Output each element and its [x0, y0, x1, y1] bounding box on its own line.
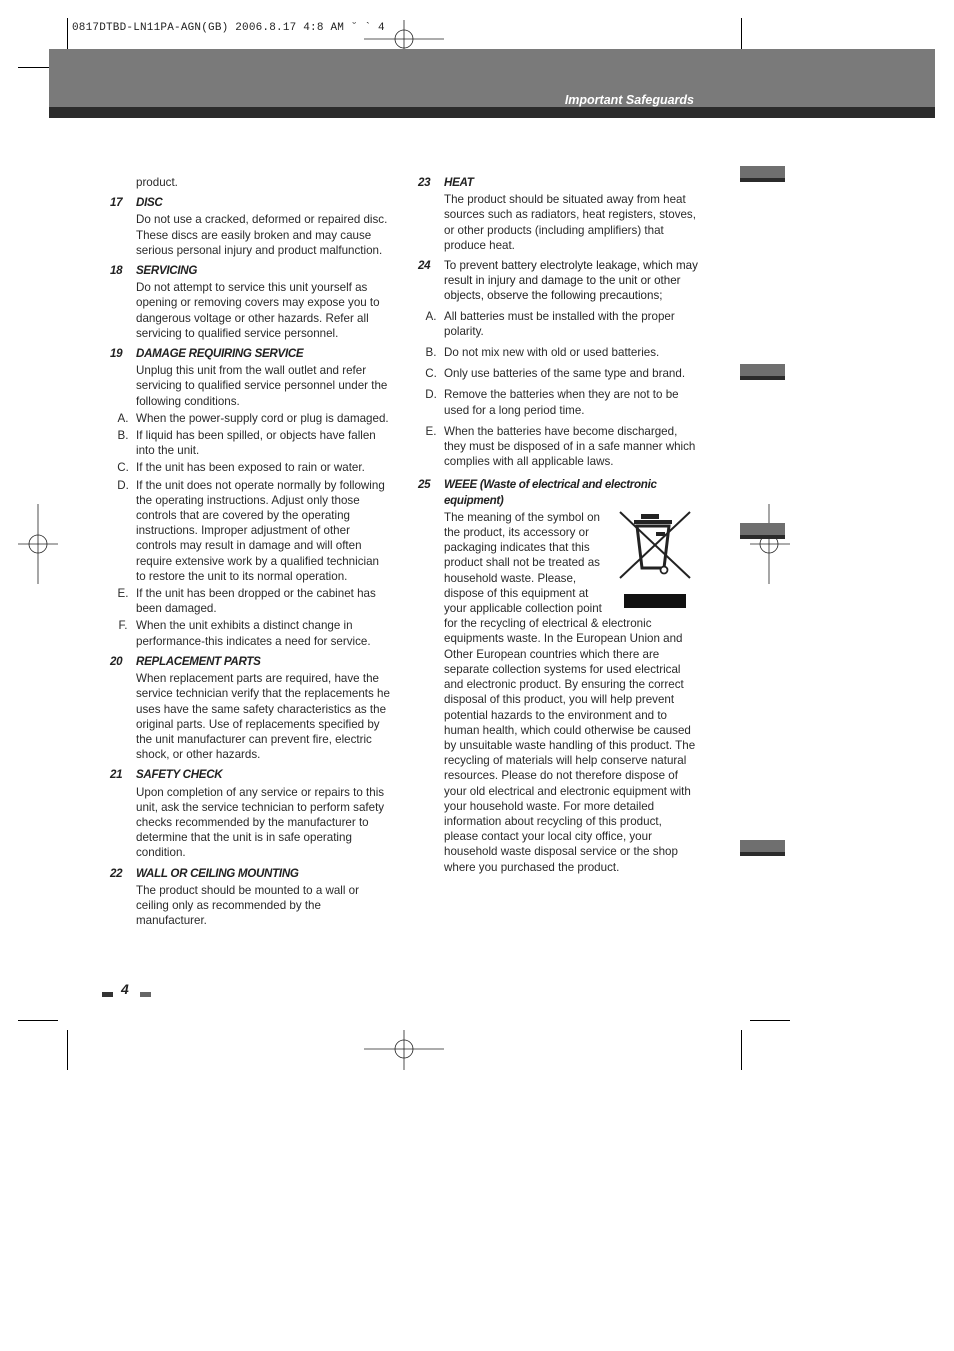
- sub-item: [418, 424, 698, 470]
- sub-item-letter: F.: [118, 619, 128, 633]
- safeguard-item-24: [418, 258, 698, 469]
- sub-item-text: All batteries must be installed with the proper polarity.: [444, 309, 675, 338]
- page-number-marker: [140, 992, 151, 997]
- sub-item: [110, 618, 390, 648]
- sub-item-letter: E.: [425, 424, 437, 438]
- sub-item-text: Remove the batteries when they are not to be used for a long period time.: [444, 388, 679, 417]
- item-title: HEAT: [444, 176, 474, 189]
- left-column: [110, 175, 390, 933]
- safeguard-item-21: [110, 767, 390, 860]
- registration-crosshair-icon: [364, 1030, 444, 1070]
- sub-item: [110, 478, 390, 584]
- sub-item-letter: D.: [425, 388, 437, 402]
- crop-mark: [741, 1030, 742, 1070]
- registration-crosshair-icon: [750, 504, 790, 584]
- item-text: Do not attempt to service this unit yourself as opening or removing covers may expose you to dangerous voltage or other hazards. Refer all servicing to qualified service personnel.: [136, 281, 380, 340]
- safeguard-item-22: [110, 866, 390, 929]
- safeguard-item-20: [110, 654, 390, 762]
- item-text: Do not use a cracked, deformed or repaired disc. These discs are easily broken and may cause serious personal injury and product malfunction.: [136, 213, 388, 257]
- crossed-out-wheelie-bin-icon: [610, 506, 696, 610]
- side-tab: [740, 364, 785, 380]
- sub-item-letter: A.: [425, 309, 437, 323]
- right-column: [418, 175, 698, 880]
- sub-item: [418, 387, 698, 417]
- sub-item-text: If the unit has been exposed to rain or water.: [136, 461, 365, 475]
- item-title: WALL OR CEILING MOUNTING: [136, 866, 299, 880]
- sub-item-letter: C.: [117, 461, 129, 475]
- side-tab: [740, 840, 785, 856]
- safeguard-item-23: [418, 175, 698, 253]
- side-tab: [740, 523, 785, 539]
- item-title: DAMAGE REQUIRING SERVICE: [136, 347, 304, 361]
- item-number: 17: [110, 196, 123, 210]
- item-number: 23: [418, 176, 431, 189]
- item-number: 20: [110, 654, 123, 668]
- crop-mark: [18, 1020, 58, 1021]
- item-title: WEEE (Waste of electrical and electronic equipment): [444, 478, 657, 507]
- item-number: 18: [110, 264, 123, 278]
- sub-item: [418, 309, 698, 339]
- safeguard-item-25: [418, 477, 698, 874]
- side-tab: [740, 166, 785, 182]
- sub-item-text: If liquid has been spilled, or objects have fallen into the unit.: [136, 429, 376, 458]
- sub-item: [110, 428, 390, 458]
- item-number: 19: [110, 347, 123, 361]
- sub-item: [110, 586, 390, 616]
- section-title: Important Safeguards: [564, 93, 694, 107]
- crop-mark: [67, 1030, 68, 1070]
- item-title: REPLACEMENT PARTS: [136, 654, 261, 668]
- item-title: SERVICING: [136, 264, 198, 278]
- item-number: 21: [110, 768, 123, 782]
- sub-item-letter: D.: [117, 478, 129, 492]
- sub-item-text: When the batteries have become discharged, they must be disposed of in a safe manner which complies with all applicable laws.: [444, 424, 696, 469]
- item-text: The product should be mounted to a wall or ceiling only as recommended by the manufacturer.: [136, 883, 359, 928]
- sub-item-letter: A.: [117, 411, 129, 425]
- crop-mark: [750, 1020, 790, 1021]
- item-text: The meaning of the symbol on the product, its accessory or packaging indicates that this product shall not be treated as household waste. Please, dispose of this equipment at your applicable collection point for the recycling of electrical & electronic equipments waste. In the European Union and Other European countries which there are separate collection systems for used electrical and electronic product. By ensuring the correct disposal of this product, you will help prevent potential hazards to the environment and to human health, which could otherwise be caused by unsuitable waste handling of this product. The recycling of materials will help conserve natural resources. Please do not therefore dispose of your old electrical and electronic equipment with your household waste. For more detailed information about recycling of this product, please contact your local city office, your household waste disposal service or the shop where you purchased the product.: [444, 510, 696, 874]
- item-text-wrap: [418, 510, 698, 875]
- item-text: Upon completion of any service or repairs to this unit, ask the service technician to perform safety checks recommended by the manufacturer to determine that the unit is in safe operating condition.: [136, 785, 385, 860]
- header-band: [49, 49, 935, 109]
- item-title: SAFETY CHECK: [136, 768, 223, 782]
- sub-item-text: Do not mix new with old or used batteries.: [444, 346, 660, 360]
- sub-item-text: If the unit does not operate normally by following the operating instructions. Adjust only those controls that are covered by the operating instructions. Improper adjustment of other controls may result in damage and will often require extensive work by a qualified technician to restore the unit to its normal operation.: [136, 478, 385, 583]
- sub-item-text: If the unit has been dropped or the cabinet has been damaged.: [136, 587, 376, 616]
- item-text: Unplug this unit from the wall outlet and refer servicing to qualified service personnel under the following conditions.: [136, 364, 388, 408]
- page-number-marker: [102, 992, 113, 997]
- safeguard-item-17: [110, 195, 390, 258]
- sub-item: [418, 345, 698, 360]
- weee-symbol: [610, 506, 696, 610]
- sub-item: [418, 366, 698, 381]
- item-number: 25: [418, 478, 431, 492]
- sub-item: [110, 411, 390, 426]
- header-bar: [49, 107, 935, 118]
- page-number: 4: [121, 981, 129, 997]
- item-text: The product should be situated away from heat sources such as radiators, heat registers, stoves, or other products (including amplifiers) that produce heat.: [444, 193, 696, 252]
- item-text: To prevent battery electrolyte leakage, which may result in injury and damage to the unit or other objects, observe the following precautions;: [444, 259, 698, 303]
- item-text: When replacement parts are required, have the service technician verify that the replacements he uses have the same safety characteristics as the original parts. Use of replacements specified by the unit manufacturer can prevent fire, electric shock, or other hazards.: [136, 672, 390, 762]
- continuation-text: product.: [136, 176, 178, 189]
- print-slug: 0817DTBD-LN11PA-AGN(GB) 2006.8.17 4:8 AM ˘ ` 4: [72, 22, 385, 34]
- safeguard-item-19: [110, 346, 390, 649]
- sub-item-letter: B.: [117, 429, 129, 443]
- safeguard-item-18: [110, 263, 390, 341]
- sub-item-text: Only use batteries of the same type and brand.: [444, 367, 686, 381]
- sub-item-letter: C.: [425, 367, 437, 381]
- sub-item-letter: E.: [117, 587, 129, 601]
- sub-item-text: When the unit exhibits a distinct change in performance-this indicates a need for service.: [136, 619, 371, 648]
- sub-item-letter: B.: [425, 346, 437, 360]
- item-number: 22: [110, 866, 123, 880]
- sub-item-text: When the power-supply cord or plug is damaged.: [136, 411, 389, 425]
- item-title: DISC: [136, 196, 163, 210]
- item-number: 24: [418, 259, 431, 273]
- registration-crosshair-icon: [18, 504, 58, 584]
- sub-item: [110, 460, 390, 475]
